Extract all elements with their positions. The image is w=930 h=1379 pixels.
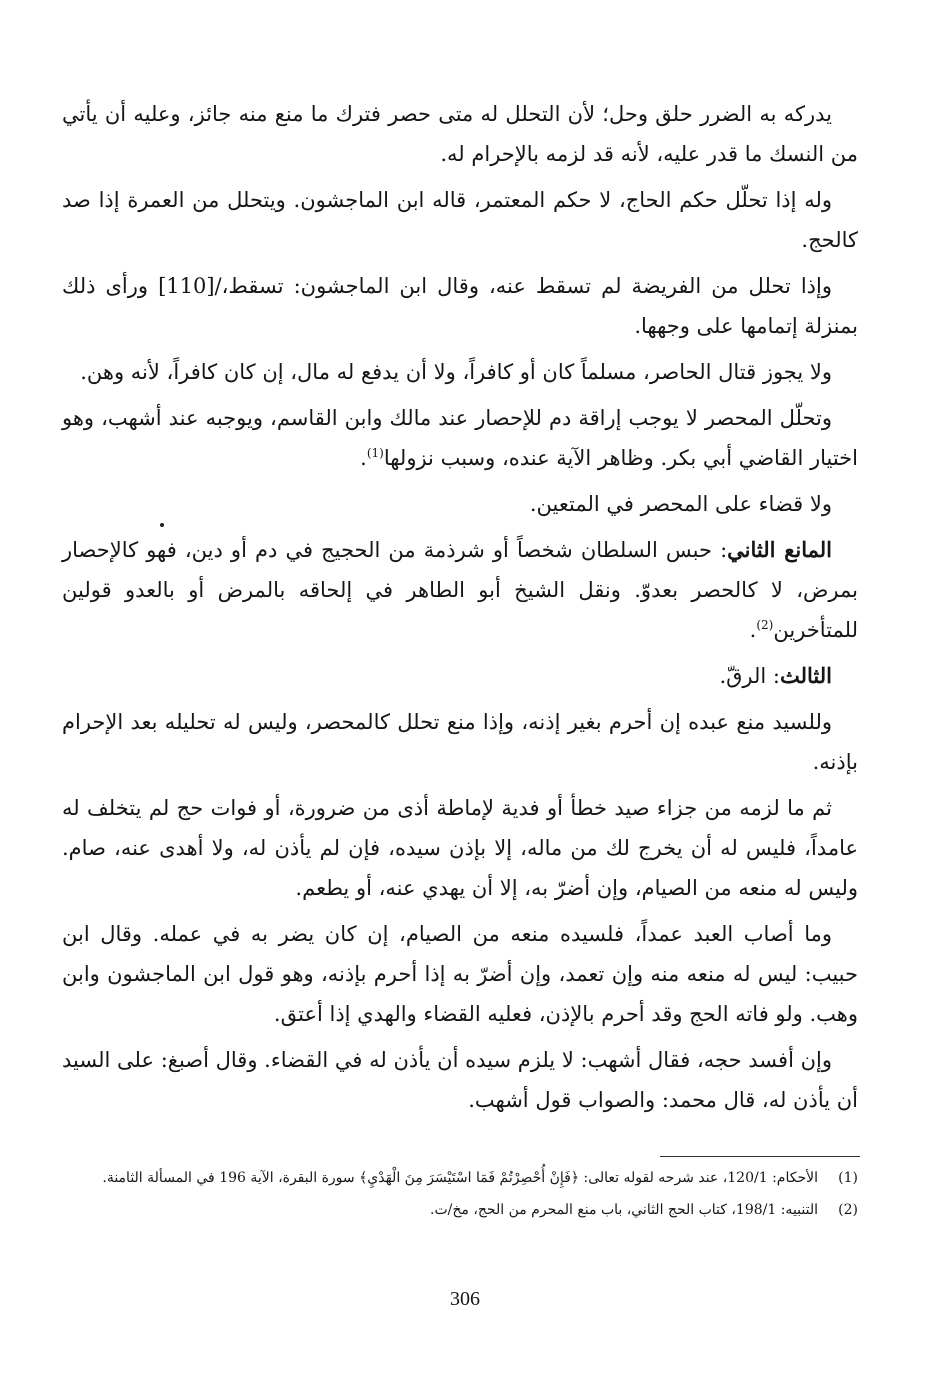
footnote-separator bbox=[660, 1156, 860, 1157]
paragraph-8 bbox=[62, 656, 858, 696]
page-number: 306 bbox=[450, 1288, 480, 1310]
paragraph-12 bbox=[62, 1040, 858, 1120]
paragraph-text: : حبس السلطان شخصاً أو شرذمة من الحجيج في دم أو دين، فهو كالإحصار بمرض، لا كالحصر بعدوّ. ونقل الشيخ أبو الطاهر في إلحاقه بالمرض أو بالعدو قولين للمتأخرين bbox=[62, 538, 858, 642]
paragraph-6 bbox=[62, 484, 858, 524]
footnote-number: (1) bbox=[838, 1170, 858, 1186]
footnote-1 bbox=[40, 1166, 858, 1190]
paragraph-text: وإذا تحلل من الفريضة لم تسقط عنه، وقال ابن الماجشون: تسقط،/[110] ورأى ذلك بمنزلة إتمامها على وجهها. bbox=[62, 274, 858, 338]
paragraph-4 bbox=[62, 352, 858, 392]
paragraph-3 bbox=[62, 266, 858, 346]
stray-dot bbox=[160, 523, 164, 527]
paragraph-9 bbox=[62, 702, 858, 782]
footnote-2 bbox=[40, 1198, 858, 1222]
paragraph-text: يدركه به الضرر حلق وحل؛ لأن التحلل له متى حصر فترك ما منع منه جائز، وعليه أن يأتي من النسك ما قدر عليه، لأنه قد لزمه بالإحرام له. bbox=[62, 102, 858, 166]
paragraph-heading: الثالث bbox=[780, 663, 832, 688]
footnotes bbox=[40, 1166, 858, 1230]
paragraph-text: وما أصاب العبد عمداً، فلسيده منعه من الصيام، إن كان يضر به في عمله. وقال ابن حبيب: ليس له منعه منه وإن تعمد، وإن أضرّ به إذا أحرم بإذنه، وهو قول ابن الماجشون وابن وهب. ولو فاته الحج وقد أحرم بالإذن، فعليه القضاء والهدي إذا أعتق. bbox=[62, 922, 858, 1026]
main-text bbox=[62, 94, 858, 1126]
footnote-number: (2) bbox=[838, 1202, 858, 1218]
paragraph-text: وللسيد منع عبده إن أحرم بغير إذنه، وإذا منع تحلل كالمحصر، وليس له تحليله بعد الإحرام بإذنه. bbox=[62, 710, 858, 774]
paragraph-11 bbox=[62, 914, 858, 1034]
paragraph-heading: المانع الثاني bbox=[727, 537, 832, 562]
paragraph-text: وتحلّل المحصر لا يوجب إراقة دم للإحصار عند مالك وابن القاسم، ويوجبه عند أشهب، وهو اختيار القاضي أبي بكر. وظاهر الآية عنده، وسبب نزولها bbox=[62, 406, 858, 470]
footnote-ref-1[interactable]: (1) bbox=[366, 446, 384, 460]
paragraph-text: وله إذا تحلّل حكم الحاج، لا حكم المعتمر، قاله ابن الماجشون. ويتحلل من العمرة إذا صد كالحج. bbox=[62, 188, 858, 252]
footnote-text: الأحكام: 120/1، عند شرحه لقوله تعالى: ﴿فَإِنْ أُحْصِرْتُمْ فَمَا اسْتَيْسَرَ مِنَ الْهَدْيِ﴾ سورة البقرة، الآية 196 في المسألة الثامنة. bbox=[102, 1170, 818, 1186]
paragraph-end: . bbox=[360, 446, 367, 470]
paragraph-1 bbox=[62, 94, 858, 174]
paragraph-text: : الرقّ. bbox=[719, 664, 780, 688]
paragraph-text: ولا قضاء على المحصر في المتعين. bbox=[529, 492, 832, 516]
paragraph-2 bbox=[62, 180, 858, 260]
paragraph-text: ثم ما لزمه من جزاء صيد خطأ أو فدية لإماطة أذى من ضرورة، أو فوات حج لم يتخلف له عامداً، فليس له أن يخرج لك من ماله، إلا بإذن سيده، فإن لم يأذن له، ولا أهدى عنه، صام. وليس له منعه من الصيام، وإن أضرّ به، إلا أن يهدي عنه، أو يطعم. bbox=[62, 796, 858, 900]
paragraph-5 bbox=[62, 398, 858, 478]
paragraph-7 bbox=[62, 530, 858, 650]
footnote-text: التنبيه: 198/1، كتاب الحج الثاني، باب منع المحرم من الحج، مخ/ت. bbox=[430, 1202, 818, 1218]
paragraph-10 bbox=[62, 788, 858, 908]
footnote-ref-2[interactable]: (2) bbox=[756, 618, 774, 632]
paragraph-end: . bbox=[749, 618, 757, 642]
paragraph-text: ولا يجوز قتال الحاصر، مسلماً كان أو كافراً، ولا أن يدفع له مال، إن كان كافراً، لأنه وهن. bbox=[80, 360, 832, 384]
paragraph-text: وإن أفسد حجه، فقال أشهب: لا يلزم سيده أن يأذن له في القضاء. وقال أصبغ: على السيد أن يأذن له، قال محمد: والصواب قول أشهب. bbox=[62, 1048, 858, 1112]
